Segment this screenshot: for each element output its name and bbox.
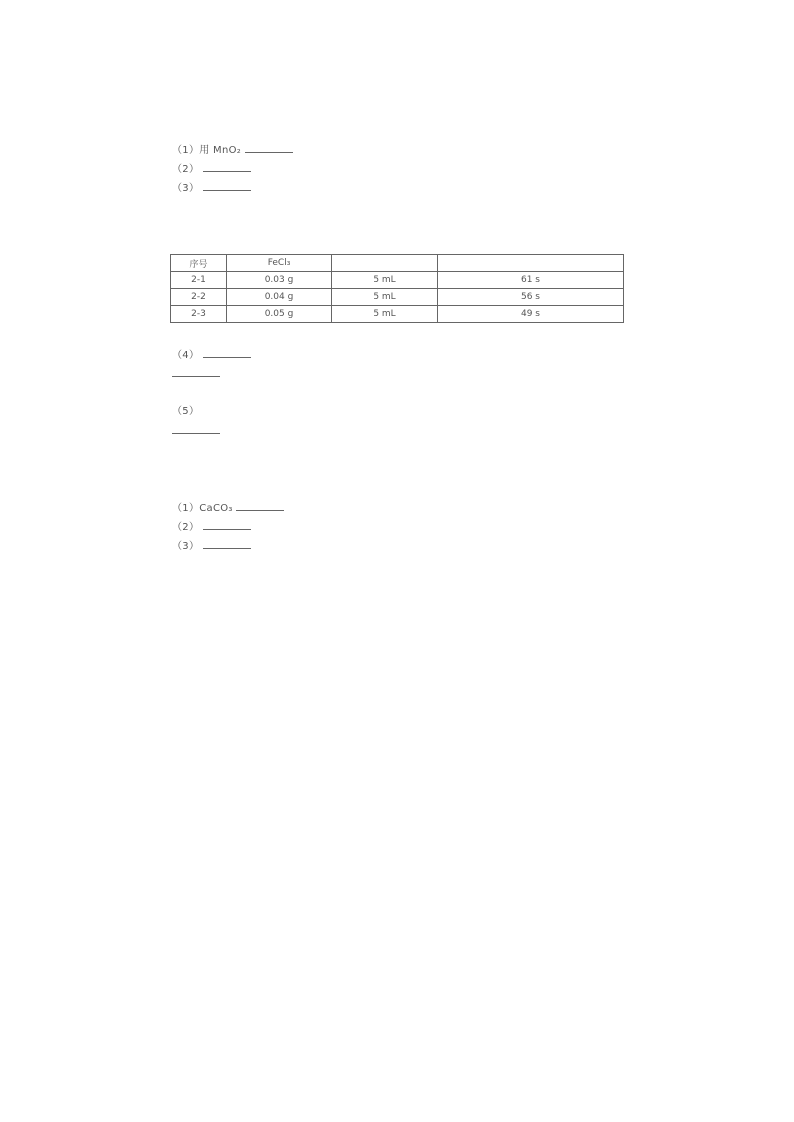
question-40-3-line: （3） [172,539,251,553]
table-row [171,272,624,289]
answer-blank [203,348,251,358]
answer-blank [203,181,251,191]
answer-blank [172,424,220,434]
table-header-cell: 序号 [171,255,227,272]
table-cell: 5 mL [332,272,438,289]
table-cell: 61 s [438,272,624,289]
question-40-2-line: （2） [172,520,251,534]
table-cell: 2-2 [171,289,227,306]
answer-blank [236,501,284,511]
table-cell: 2-3 [171,306,227,323]
table-cell: 56 s [438,289,624,306]
table-cell: 0.04 g [227,289,332,306]
answer-blank [245,143,293,153]
answer-blank [203,162,251,172]
question-5-line: （5） [172,406,200,417]
table-cell: 5 mL [332,306,438,323]
table-cell: 0.03 g [227,272,332,289]
question-1-line: （1）用 MnO₂ [172,143,293,157]
table-row [171,289,624,306]
answer-blank [203,539,251,549]
table-header-cell [332,255,438,272]
table-header-cell [438,255,624,272]
question-2-line: （2） [172,162,251,176]
table-cell: 0.05 g [227,306,332,323]
table-cell: 2-1 [171,272,227,289]
table-header-cell: FeCl₃ [227,255,332,272]
table-cell: 5 mL [332,289,438,306]
answer-blank [203,520,251,530]
answer-blank [172,367,220,377]
question-3-line: （3） [172,181,251,195]
question-5-line-2 [172,424,220,438]
question-4-line-2 [172,367,220,381]
question-4-line: （4） [172,348,251,362]
table-row [171,306,624,323]
table-header-row [171,255,624,272]
table-cell: 49 s [438,306,624,323]
experiment-data-table [170,254,624,323]
question-40-1-line: （1）CaCO₃ [172,501,284,515]
